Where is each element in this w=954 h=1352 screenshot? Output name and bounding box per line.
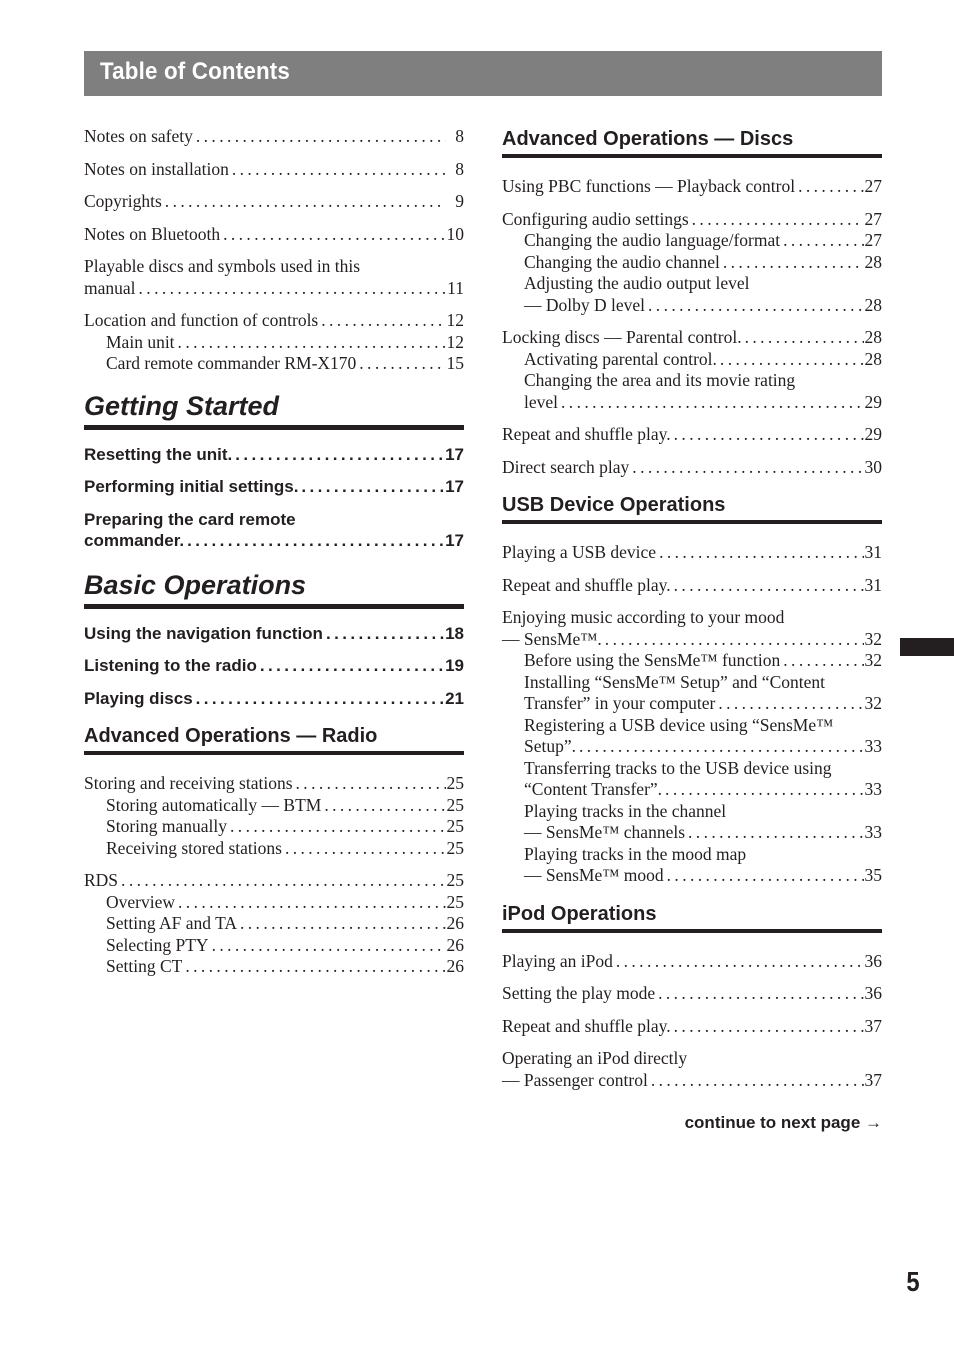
- toc-entry: [84, 224, 464, 246]
- toc-page-number: 12: [446, 310, 464, 330]
- toc-entry: [84, 773, 464, 859]
- dot-leader: [356, 353, 446, 375]
- toc-page-number: 25: [446, 816, 464, 836]
- toc-page-number: 26: [446, 913, 464, 933]
- advanced-discs-section: [502, 126, 882, 478]
- section-heading-ipod: iPod Operations: [502, 901, 882, 933]
- toc-page-number: 32: [864, 628, 882, 649]
- toc-entry-title: Main unit: [106, 331, 175, 352]
- left-column: [84, 126, 464, 989]
- dot-leader: [689, 209, 864, 231]
- toc-entry-title: Copyrights: [84, 191, 162, 211]
- toc-page-number: 28: [864, 251, 882, 272]
- toc-page-number: 29: [864, 391, 882, 412]
- toc-page-number: 31: [864, 542, 882, 562]
- toc-page-number: 21: [445, 688, 464, 708]
- section-heading-basic-operations: Basic Operations: [84, 568, 464, 609]
- dot-leader: [671, 424, 864, 446]
- dot-leader: [318, 310, 446, 332]
- toc-entry-title: manual: [84, 277, 136, 298]
- toc-entry-row[interactable]: [84, 444, 464, 466]
- toc-entry-title: Configuring audio settings: [502, 208, 689, 229]
- toc-subentry-row[interactable]: [502, 865, 882, 887]
- toc-subentry-row[interactable]: [502, 349, 882, 371]
- toc-page-number: 35: [864, 865, 882, 885]
- toc-entry: [502, 1016, 882, 1038]
- toc-page-number: 25: [446, 837, 464, 858]
- dot-leader: [162, 191, 446, 213]
- advanced-discs-list: [502, 176, 882, 478]
- section-heading-getting-started: Getting Started: [84, 389, 464, 430]
- toc-entry: [502, 327, 882, 413]
- toc-subentry-line: Registering a USB device using “SensMe™: [524, 714, 834, 735]
- toc-entry-title: Notes on safety: [84, 126, 193, 146]
- toc-entry-row[interactable]: [502, 209, 882, 231]
- toc-entry-title: Setting AF and TA: [106, 913, 237, 933]
- dot-leader: [175, 892, 446, 914]
- toc-entry-title: Repeat and shuffle play.: [502, 424, 671, 444]
- dot-leader: [671, 575, 864, 597]
- toc-entry-title: Activating parental control.: [524, 348, 717, 369]
- toc-entry: [84, 655, 464, 677]
- dot-leader: [293, 773, 446, 795]
- dot-leader: [193, 126, 446, 148]
- toc-page-number: 26: [446, 956, 464, 976]
- toc-entry: [502, 1048, 882, 1091]
- toc-subentry-row[interactable]: [502, 693, 882, 715]
- dot-leader: [257, 655, 445, 677]
- dot-leader: [182, 956, 446, 978]
- dot-leader: [175, 332, 446, 354]
- ipod-section: [502, 901, 882, 1092]
- section-heading-advanced-radio: Advanced Operations — Radio: [84, 723, 464, 755]
- toc-entry-title: Changing the audio channel: [524, 251, 720, 272]
- dot-leader: [227, 816, 446, 838]
- ipod-list: [502, 951, 882, 1092]
- dot-leader: [282, 838, 446, 860]
- toc-entry-row[interactable]: [502, 176, 882, 198]
- toc-entry: [84, 444, 464, 466]
- toc-entry-title: Repeat and shuffle play.: [502, 1015, 671, 1036]
- toc-entry-title: — SensMe™.: [502, 628, 602, 649]
- toc-entry-title: Using PBC functions — Playback control: [502, 176, 796, 196]
- dot-leader: [558, 392, 864, 414]
- toc-entry-title: Card remote commander RM-X170: [106, 353, 357, 373]
- dot-leader: [237, 913, 446, 935]
- toc-subentry-line: Transferring tracks to the USB device using: [524, 757, 832, 778]
- toc-entry-row[interactable]: [84, 159, 464, 181]
- toc-entry-row[interactable]: [84, 623, 464, 645]
- toc-entry-title: Using the navigation function: [84, 623, 323, 643]
- toc-entry-row[interactable]: [84, 476, 464, 498]
- toc-entry-title: — SensMe™ mood: [524, 865, 664, 885]
- dot-leader: [685, 822, 864, 844]
- section-heading-usb: USB Device Operations: [502, 492, 882, 524]
- dot-leader: [232, 444, 445, 466]
- toc-entry-title: Performing initial settings.: [84, 477, 299, 496]
- advanced-radio-list: [84, 773, 464, 978]
- dot-leader: [184, 530, 445, 552]
- toc-entry-row[interactable]: [84, 224, 464, 246]
- toc-page-number: 28: [864, 294, 882, 315]
- toc-subentry-row[interactable]: [84, 795, 464, 817]
- toc-entry-title: Playing an iPod: [502, 950, 613, 971]
- toc-page-number: 25: [446, 891, 464, 912]
- toc-entry-title: Notes on installation: [84, 158, 229, 179]
- toc-subentry-row[interactable]: [502, 295, 882, 317]
- dot-leader: [602, 629, 864, 651]
- toc-entry: [84, 191, 464, 213]
- toc-entry-row[interactable]: [502, 327, 882, 349]
- toc-entry: [502, 575, 882, 597]
- toc-page-number: 37: [864, 1069, 882, 1090]
- getting-started-section: [84, 389, 464, 552]
- toc-entry: [84, 623, 464, 645]
- dot-leader: [664, 865, 864, 887]
- toc-entry-row[interactable]: [502, 575, 882, 597]
- toc-banner: [84, 51, 882, 96]
- toc-subentry-line: Playing tracks in the channel: [524, 800, 727, 821]
- dot-leader: [645, 295, 864, 317]
- dot-leader: [780, 230, 864, 252]
- toc-page-number: 11: [447, 277, 464, 298]
- toc-entry-row[interactable]: [502, 629, 882, 651]
- toc-subentry-row[interactable]: [502, 230, 882, 252]
- dot-leader: [220, 224, 446, 246]
- toc-entry-row[interactable]: [84, 278, 464, 300]
- toc-page-number: 8: [455, 126, 464, 146]
- dot-leader: [209, 935, 446, 957]
- dot-leader: [323, 623, 445, 645]
- toc-entry: [84, 870, 464, 978]
- dot-leader: [298, 476, 445, 498]
- toc-entry: [502, 607, 882, 887]
- toc-entry-row[interactable]: [84, 688, 464, 710]
- toc-page-number: 8: [455, 158, 464, 179]
- toc-subentry-row[interactable]: [84, 935, 464, 957]
- dot-leader: [136, 278, 446, 300]
- dot-leader: [629, 457, 864, 479]
- toc-subentry-line: Playing tracks in the mood map: [524, 843, 747, 864]
- dot-leader: [613, 951, 864, 973]
- toc-entry-title: Notes on Bluetooth: [84, 223, 221, 244]
- section-heading-advanced-discs: Advanced Operations — Discs: [502, 126, 882, 158]
- toc-entry-row[interactable]: [502, 424, 882, 446]
- toc-entry-row[interactable]: [84, 870, 464, 892]
- usb-list: [502, 542, 882, 887]
- toc-subentry-row[interactable]: [84, 956, 464, 978]
- toc-subentry-line: Installing “SensMe™ Setup” and “Content: [524, 671, 825, 692]
- toc-entry-title: level: [524, 391, 559, 412]
- toc-page-number: 9: [455, 191, 464, 211]
- page-number: 5: [906, 1266, 920, 1297]
- toc-page-number: 36: [864, 983, 882, 1003]
- toc-entry-row[interactable]: [502, 542, 882, 564]
- toc-entry-title: — SensMe™ channels: [524, 822, 686, 842]
- toc-entry-title: Storing and receiving stations: [84, 773, 293, 793]
- section-tab-marker: [900, 638, 954, 656]
- toc-entry: [84, 256, 464, 299]
- toc-entry: [502, 457, 882, 479]
- toc-page-number: 31: [864, 574, 882, 595]
- dot-leader: [795, 176, 864, 198]
- toc-page-number: 29: [864, 424, 882, 444]
- toc-subentry-line: Adjusting the audio output level: [524, 273, 750, 293]
- dot-leader: [655, 983, 864, 1005]
- toc-entry-line: Preparing the card remote: [84, 509, 296, 529]
- toc-page-number: 18: [445, 623, 464, 643]
- toc-entry-title: Listening to the radio: [84, 656, 257, 675]
- toc-page-number: 25: [446, 773, 464, 793]
- toc-entry-row[interactable]: [502, 457, 882, 479]
- toc-subentry-row[interactable]: [502, 822, 882, 844]
- toc-entry-row[interactable]: [502, 983, 882, 1005]
- dot-leader: [720, 252, 864, 274]
- dot-leader: [648, 1070, 864, 1092]
- toc-entry: [502, 209, 882, 317]
- dot-leader: [671, 1016, 864, 1038]
- toc-subentry-row[interactable]: [502, 779, 882, 801]
- toc-subentry-row[interactable]: [502, 650, 882, 672]
- toc-entry: [84, 509, 464, 552]
- advanced-radio-section: [84, 723, 464, 978]
- toc-entry-title: Receiving stored stations: [106, 837, 282, 858]
- toc-subentry-line: Changing the area and its movie rating: [524, 370, 796, 390]
- toc-entry: [84, 310, 464, 375]
- toc-page-number: 25: [446, 794, 464, 815]
- toc-page-number: 28: [864, 348, 882, 369]
- toc-page-number: 19: [445, 656, 464, 675]
- dot-leader: [662, 779, 864, 801]
- dot-leader: [742, 327, 864, 349]
- toc-subentry-row[interactable]: [84, 913, 464, 935]
- toc-subentry-row[interactable]: [84, 353, 464, 375]
- dot-leader: [715, 693, 864, 715]
- toc-entry: [502, 951, 882, 973]
- toc-entry-line: Operating an iPod directly: [502, 1048, 688, 1068]
- toc-entry: [84, 476, 464, 498]
- toc-entry-title: Playing a USB device: [502, 542, 657, 562]
- toc-entry-row[interactable]: [84, 655, 464, 677]
- toc-entry: [502, 983, 882, 1005]
- dot-leader: [576, 736, 864, 758]
- toc-entry-line: Playable discs and symbols used in this: [84, 256, 361, 276]
- toc-entry-row[interactable]: [84, 191, 464, 213]
- basic-operations-list: [84, 623, 464, 710]
- toc-entry-row[interactable]: [84, 773, 464, 795]
- toc-page-number: 33: [864, 822, 882, 842]
- toc-entry-row[interactable]: [84, 530, 464, 552]
- toc-entry-title: Repeat and shuffle play.: [502, 574, 671, 595]
- toc-subentry-row[interactable]: [502, 736, 882, 758]
- toc-entry-title: Direct search play: [502, 456, 630, 477]
- toc-entry-row[interactable]: [502, 1070, 882, 1092]
- toc-page-number: 27: [864, 230, 882, 250]
- toc-entry-row[interactable]: [502, 1016, 882, 1038]
- toc-page-number: 17: [445, 444, 464, 464]
- getting-started-list: [84, 444, 464, 552]
- toc-subentry-row[interactable]: [84, 838, 464, 860]
- dot-leader: [656, 542, 864, 564]
- toc-page-number: 10: [446, 223, 464, 244]
- toc-page-number: 15: [446, 353, 464, 373]
- toc-page-number: 27: [864, 176, 882, 196]
- toc-page-number: 33: [864, 779, 882, 799]
- toc-entry: [84, 688, 464, 710]
- toc-entry-title: Changing the audio language/format: [524, 230, 781, 250]
- dot-leader: [717, 349, 864, 371]
- toc-subentry-row[interactable]: [502, 252, 882, 274]
- toc-entry: [502, 542, 882, 564]
- toc-entry-title: Setting CT: [106, 956, 183, 976]
- toc-entry-title: — Passenger control: [502, 1069, 648, 1090]
- toc-page-number: 32: [864, 650, 882, 670]
- toc-entry-title: Storing manually: [106, 816, 228, 836]
- dot-leader: [780, 650, 864, 672]
- toc-entry-row[interactable]: [84, 310, 464, 332]
- toc-entry-title: Before using the SensMe™ function: [524, 650, 781, 670]
- page-title: Table of Contents: [100, 58, 290, 85]
- toc-subentry-row[interactable]: [84, 332, 464, 354]
- toc-entry-row[interactable]: [502, 951, 882, 973]
- toc-page-number: 36: [864, 950, 882, 971]
- toc-entry-title: Setup”.: [524, 736, 577, 756]
- right-column: [502, 126, 882, 1133]
- intro-list: [84, 126, 464, 375]
- toc-entry-row[interactable]: [84, 126, 464, 148]
- toc-entry-title: Selecting PTY: [106, 934, 209, 955]
- toc-subentry-row[interactable]: [84, 816, 464, 838]
- toc-entry-title: commander.: [84, 531, 185, 550]
- toc-page-number: 33: [864, 736, 882, 756]
- toc-page-number: 28: [864, 327, 882, 347]
- toc-page-number: 32: [864, 693, 882, 713]
- dot-leader: [229, 159, 446, 181]
- toc-entry: [502, 424, 882, 446]
- toc-entry-line: Enjoying music according to your mood: [502, 607, 785, 627]
- dot-leader: [118, 870, 446, 892]
- continue-note: continue to next page →: [684, 1113, 882, 1132]
- toc-entry: [84, 159, 464, 181]
- toc-page-number: 30: [864, 456, 882, 477]
- toc-page-number: 17: [445, 477, 464, 496]
- toc-entry: [502, 176, 882, 198]
- toc-subentry-row[interactable]: [502, 392, 882, 414]
- toc-entry-title: “Content Transfer”.: [524, 779, 663, 799]
- toc-entry-title: RDS: [84, 870, 119, 890]
- dot-leader: [321, 795, 446, 817]
- toc-entry-title: Location and function of controls: [84, 310, 319, 330]
- toc-entry-title: Playing discs: [84, 688, 193, 708]
- toc-entry: [84, 126, 464, 148]
- toc-entry-title: Locking discs — Parental control.: [502, 327, 742, 347]
- toc-page-number: 17: [445, 531, 464, 550]
- toc-page-number: 27: [864, 208, 882, 229]
- usb-section: [502, 492, 882, 887]
- toc-entry-title: Transfer” in your computer: [524, 693, 716, 713]
- toc-entry-title: Overview: [106, 891, 176, 912]
- toc-entry-title: Setting the play mode: [502, 983, 656, 1003]
- dot-leader: [193, 688, 445, 710]
- toc-page-number: 37: [864, 1015, 882, 1036]
- basic-operations-section: [84, 568, 464, 710]
- toc-page-number: 26: [446, 934, 464, 955]
- toc-entry-title: Storing automatically — BTM: [106, 794, 322, 815]
- toc-subentry-row[interactable]: [84, 892, 464, 914]
- toc-entry-title: — Dolby D level: [524, 294, 646, 315]
- toc-page-number: 12: [446, 331, 464, 352]
- toc-entry-title: Resetting the unit.: [84, 444, 233, 464]
- toc-page-number: 25: [446, 870, 464, 890]
